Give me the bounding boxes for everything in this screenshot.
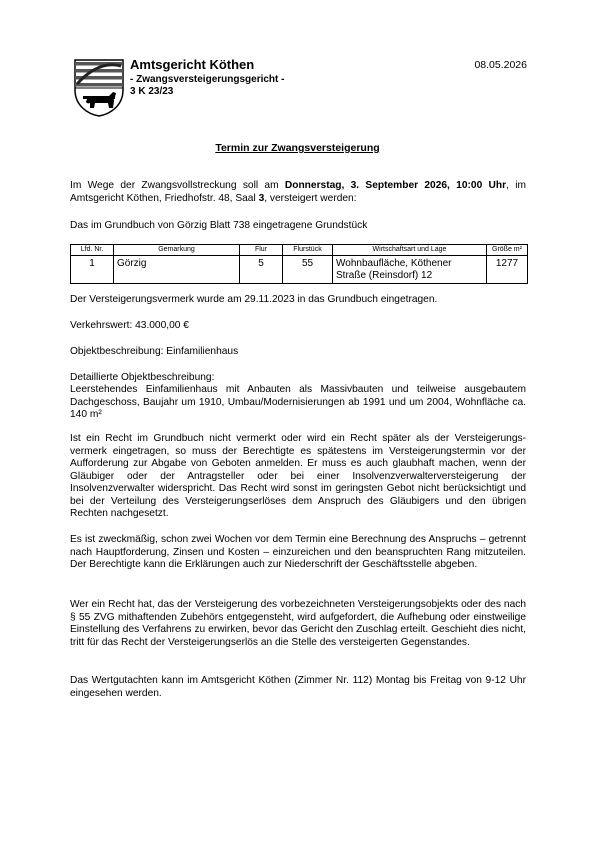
coat-of-arms-icon bbox=[73, 58, 125, 118]
object-description: Objektbeschreibung: Einfamilienhaus bbox=[70, 346, 239, 357]
document-title: Termin zur Zwangsversteigerung bbox=[215, 142, 380, 154]
document-date: 08.05.2026 bbox=[474, 59, 527, 71]
cell-use-location: Wohnbaufläche, Köthener Straße (Reinsdorf) 12 bbox=[333, 256, 487, 284]
file-number: 3 K 23/23 bbox=[130, 86, 174, 97]
detailed-description-label: Detaillierte Objektbeschreibung: bbox=[70, 372, 215, 383]
col-header-use-location: Wirtschaftsart und Lage bbox=[333, 245, 487, 256]
col-header-size: Größe m² bbox=[487, 245, 528, 256]
entry-note: Der Versteigerungsvermerk wurde am 29.11.2023 in das Grundbuch eingetragen. bbox=[70, 294, 438, 305]
intro-text-3: , versteigert werden: bbox=[264, 192, 357, 204]
table-header-row bbox=[71, 245, 528, 256]
opposing-right-paragraph: Wer ein Recht hat, das der Versteigerung des vorbezeichneten Versteigerungsobjekts oder des nach § 55 ZVG mithaftenden Zubehörs entgegensteht, wird aufgefordert, die Aufhebung oder einstweilige Einstellung des Verfahrens zu erwirken, bevor das Gericht den Zuschlag erteilt. Geschieht dies nicht, tritt für das Recht der Versteigerungserlös an die Stelle des versteigerten Gegenstandes. bbox=[70, 599, 526, 648]
cell-district: Görzig bbox=[114, 256, 240, 284]
table-row bbox=[71, 256, 528, 284]
cell-parcel: 55 bbox=[283, 256, 333, 284]
market-value: Verkehrswert: 43.000,00 € bbox=[70, 320, 189, 331]
cell-size: 1277 bbox=[487, 256, 528, 284]
court-department: - Zwangsversteigerungsgericht - bbox=[130, 74, 285, 85]
appraisal-paragraph: Das Wertgutachten kann im Amtsgericht Köthen (Zimmer Nr. 112) Montag bis Freitag von 9-12 Uhr eingesehen werden. bbox=[70, 675, 526, 699]
property-table bbox=[70, 244, 528, 284]
auction-room: 3 bbox=[258, 192, 265, 204]
claim-calculation-paragraph: Es ist zweckmäßig, schon zwei Wochen vor dem Termin eine Berechnung des Anspruchs – getrennt nach Hauptforderung, Zinsen und Kosten – einzureichen und den beanspruchten Rang mitzuteilen. Der Berechtigte kann die Erklärungen auch zur Niederschrift der Geschäftsstelle abgeben. bbox=[70, 534, 526, 571]
col-header-district: Gemarkung bbox=[114, 245, 240, 256]
intro-text-2: , im Amtsgericht Köthen, Friedhofstr. 48, Saal bbox=[70, 180, 526, 204]
col-header-parcel: Flurstück bbox=[283, 245, 333, 256]
cell-number: 1 bbox=[71, 256, 114, 284]
intro-paragraph bbox=[70, 180, 526, 205]
rights-not-registered-paragraph: Ist ein Recht im Grundbuch nicht vermerkt oder wird ein Recht später als der Versteigerungs-vermerk eingetragen, so muss der Berechtigte es spätestens im Versteigerungstermin vor der Aufforderung zur Abgabe von Geboten anmelden. Er muss es auch glaubhaft machen, wenn der Gläubiger oder der Antragsteller oder bei einer Insolvenzverwalterversteigerung der Insolvenzverwalter widerspricht. Das Recht wird sonst im geringsten Gebot nicht berücksichtigt und bei der Verteilung des Versteigerungserlöses dem Anspruch des Gläubigers und den übrigen Rechten nachgesetzt. bbox=[70, 433, 526, 520]
col-header-number: Lfd. Nr. bbox=[71, 245, 114, 256]
auction-date: Donnerstag, 3. September 2026, 10:00 Uhr bbox=[284, 180, 507, 191]
land-register-line: Das im Grundbuch von Görzig Blatt 738 eingetragene Grundstück bbox=[70, 220, 368, 231]
cell-flur: 5 bbox=[240, 256, 283, 284]
detailed-description-text: Leerstehendes Einfamilienhaus mit Anbauten als Massivbauten und teilweise ausgebautem Dachgeschoss, Baujahr um 1910, Umbau/Modernisierungen ab 1991 und um 2004, Wohnfläche ca. 140 m² bbox=[70, 384, 526, 421]
intro-text-1: Im Wege der Zwangsvollstreckung soll am bbox=[70, 180, 285, 191]
court-name: Amtsgericht Köthen bbox=[130, 57, 255, 72]
col-header-flur: Flur bbox=[240, 245, 283, 256]
